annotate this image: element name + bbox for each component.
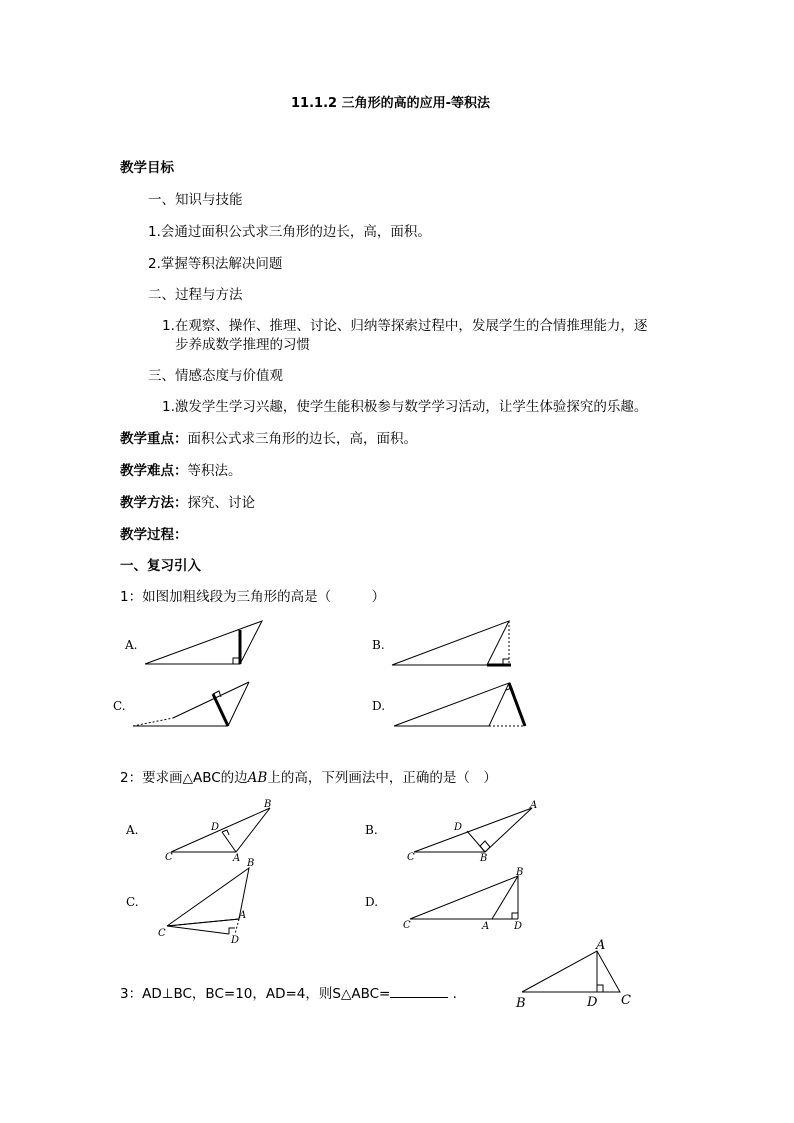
q2-figure-a — [165, 798, 285, 863]
objective-item: 1.激发学生学习兴趣，使学生能积极参与数学学习活动，让学生体验探究的乐趣。 — [162, 399, 648, 415]
q3-figure — [512, 936, 652, 1011]
point-c: C — [621, 993, 631, 1008]
key-point-text: 面积公式求三角形的边长，高，面积。 — [187, 431, 417, 447]
difficulty — [120, 462, 242, 480]
method — [120, 494, 255, 512]
objective-item-continued: 步养成数学推理的习惯 — [175, 337, 310, 353]
q2-suffix: 上的高，下列画法中，正确的是（ ） — [267, 770, 497, 786]
question-3 — [120, 985, 457, 1003]
q2-option-b-label: B. — [365, 823, 378, 837]
method-text: 探究、讨论 — [187, 495, 255, 511]
q1-option-c-label: C. — [113, 699, 126, 713]
point-a: A — [482, 921, 490, 932]
key-point — [120, 430, 417, 448]
q3-end: . — [452, 986, 457, 1002]
section-process-heading: 二、过程与方法 — [148, 287, 243, 303]
q3-answer-blank[interactable] — [390, 985, 448, 998]
point-b: B — [264, 799, 272, 810]
q2-option-d-label: D. — [365, 895, 379, 909]
q2-prefix: 2：要求画△ABC的边 — [120, 770, 248, 786]
point-a: A — [596, 938, 606, 953]
page-title: 11.1.2 三角形的高的应用-等积法 — [291, 96, 490, 111]
point-b: B — [480, 853, 488, 864]
q2-figure-d — [402, 866, 532, 931]
point-c: C — [403, 920, 411, 931]
q1-figure-a — [145, 618, 275, 668]
objectives-heading: 教学目标 — [120, 160, 174, 176]
point-d: D — [454, 822, 463, 833]
key-point-label: 教学重点： — [120, 431, 188, 447]
question-1: 1：如图加粗线段为三角形的高是（ ） — [120, 589, 386, 605]
objective-item: 1.会通过面积公式求三角形的边长，高，面积。 — [148, 224, 431, 240]
point-a: A — [233, 853, 241, 864]
point-d: D — [587, 995, 598, 1010]
point-b: B — [247, 858, 255, 869]
section-knowledge-heading: 一、知识与技能 — [148, 192, 243, 208]
q1-figure-b — [392, 618, 517, 668]
q2-option-a-label: A. — [126, 823, 139, 837]
q1-option-a-label: A. — [125, 638, 138, 652]
q1-figure-d — [394, 680, 529, 730]
point-c: C — [158, 928, 166, 939]
point-a: A — [530, 800, 538, 811]
point-c: C — [165, 852, 173, 863]
q2-figure-b — [405, 798, 540, 863]
question-2 — [120, 769, 497, 787]
difficulty-text: 等积法。 — [187, 463, 242, 479]
q1-option-d-label: D. — [372, 699, 386, 713]
q3-text: 3：AD⊥BC，BC=10，AD=4，则S△ABC= — [120, 986, 391, 1002]
point-c: C — [407, 852, 415, 863]
q2-side-ab: AB — [247, 770, 268, 786]
point-d: D — [514, 921, 523, 932]
point-b: B — [516, 996, 526, 1011]
objective-item: 2.掌握等积法解决问题 — [148, 256, 283, 272]
method-label: 教学方法： — [120, 495, 188, 511]
point-a: A — [239, 910, 247, 921]
point-d: D — [211, 822, 220, 833]
section-attitude-heading: 三、情感态度与价值观 — [148, 368, 283, 384]
point-d: D — [231, 935, 240, 946]
q2-figure-c — [157, 856, 257, 946]
objective-item: 1.在观察、操作、推理、讨论、归纳等探索过程中，发展学生的合情推理能力，逐 — [162, 318, 648, 334]
process-label: 教学过程： — [120, 527, 188, 543]
part1-heading: 一、复习引入 — [120, 558, 201, 574]
q1-option-b-label: B. — [372, 638, 385, 652]
difficulty-label: 教学难点： — [120, 463, 188, 479]
q2-option-c-label: C. — [126, 895, 139, 909]
point-b: B — [516, 867, 524, 878]
q1-figure-c — [133, 680, 258, 730]
